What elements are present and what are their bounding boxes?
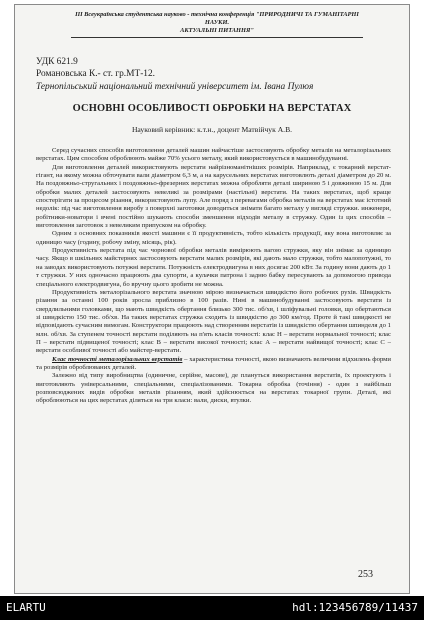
handle-identifier: hdl:123456789/11437 <box>292 601 418 614</box>
definition-paragraph <box>36 356 391 373</box>
conference-header-line-2: АКТУАЛЬНІ ПИТАННЯ" <box>180 27 254 34</box>
page-number: 253 <box>358 569 373 580</box>
body-paragraph: Одним з основних показників якості машини є її продуктивність, тобто кількість продукції, яку вона виготовляє за одиницю часу (годину, робочу зміну, місяць, рік). <box>36 230 391 246</box>
udk-code: УДК 621.9 <box>36 57 78 67</box>
body-paragraph: Продуктивність верстата під час чорнової обробки металів вимірюють вагою стружки, яку він знімає за одиницю часу. Якщо в шкільних майстернях застосовують верстати малих розмірів, які дають мало стружки, тобто малопотужні, то на заводах використовують потужні верстати. Потужність електродвигуна в них досягає 200 кВт. За годину вони дають до 1 т стружки. У них одночасно працюють два супорти, а кулачки патрона і задню бабку пересувають за допомогою привода спеціального електродвигуна, бо вручну цього зробити не можна. <box>36 247 391 288</box>
conference-header-line-1: III Всеукраїнська студентська науково - технічна конференція "ПРИРОДНИЧІ ТА ГУМАНІТАРНІ НАУКИ. <box>75 11 359 26</box>
viewer-footer-bar <box>0 596 424 620</box>
body-paragraph: Залежно від типу виробництва (одиничне, серійне, масове), де плануться використання верстатів, їх проектують і виготовляють універсальними, спеціальними, спеціалізованими. Токарна обробка (точіння) - один з найбільш розповсюджених видів обробки металів різанням, який здійснюється на верстатах токарної групи. Деталі, які оброблюються на цих верстатах діляться на три класи: вали, диски, втулки. <box>36 372 391 405</box>
author-line: Романовська К.- ст. гр.МТ-12. <box>36 69 156 79</box>
definition-text: – характеристика точності, якою визначають величини відхилень форми та розмірів оброблюваних деталей. <box>36 355 391 371</box>
body-paragraph: Серед сучасних способів виготовлення деталей машин найчастіше застосовують обробку металів на металорізальних верстатах. Цим способом оброблюють майже 70% усього металу, який використовується в машинобудуванні. <box>36 147 391 163</box>
body-paragraph: Для виготовлення деталей використовують верстати найрізноманітніших розмірів. Наприклад, є токарний верстат-гігант, на якому можна обточувати вали діаметром 6,3 м, а на карусельних верстатах виготовлють деталі діаметром до 20 м. На поздовжньо-стругальних і поздовжньо-фрезерних верстатах можна обробляти деталі шириною 5 і довжиною 15 м. Для обробки малих деталей застосовують невеликі за розмірами (настільні) верстати. На таких верстатах, щоб краще спостерігати за процесом різання, використовують лупу. Але поряд з перевагами обробка металів на верстатах має істотний недолік: під час виготовлення виробу з поверхні заготовки доводиться знімати багато металу у вигляді стружки. инженери, робітники-новатори і вчені постійно шукають способи зменшення відходів металу в стружку. Один із цих способів – виготовлення заготовок з невеликим припуском на обробку. <box>36 163 391 230</box>
conference-header <box>71 11 363 38</box>
article-body <box>36 147 391 406</box>
document-page <box>14 4 410 594</box>
university-line: Тернопільський національний технічний університет ім. Івана Пулюя <box>36 82 314 92</box>
body-paragraph: Продуктивність металорізального верстата значною мірою визначається швидкістю його робочих рухів. Швидкість різання за останні 100 років зросла приблизно в 100 разів. Нині в машинобудуванні застосовують верстати із свердлильними головками, що мають швидкість обертання близько 300 тис. об/хв, і шліфувальні головки, що обертаються зі швидкістю 150 тис. об/хв. На таких верстатах стружка сходить із швидкістю до 300 км/год. Проте й такі швидкості не відповідають сучасним вимогам. Конструктори працюють над створенням верстатів із швидкістю обертання шпинделя до 1 млн. об/хв. За ступенем точності верстати поділяють на п'ять класів точності: клас Н – верстати нормальної точності; клас П – верстати підвищеної точності; клас В – верстати високої точності; клас А – верстати найвищої точності; клас С – верстати особливої точності або майстер-верстати. <box>36 288 391 355</box>
repository-name: ELARTU <box>6 601 46 614</box>
scientific-advisor: Науковий керівник: к.т.н., доцент Матвійчук А.В. <box>131 125 293 134</box>
defined-term: Клас точності металорізальних верстатів <box>52 355 183 363</box>
article-title: ОСНОВНІ ОСОБЛИВОСТІ ОБРОБКИ НА ВЕРСТАТАХ <box>72 103 352 114</box>
